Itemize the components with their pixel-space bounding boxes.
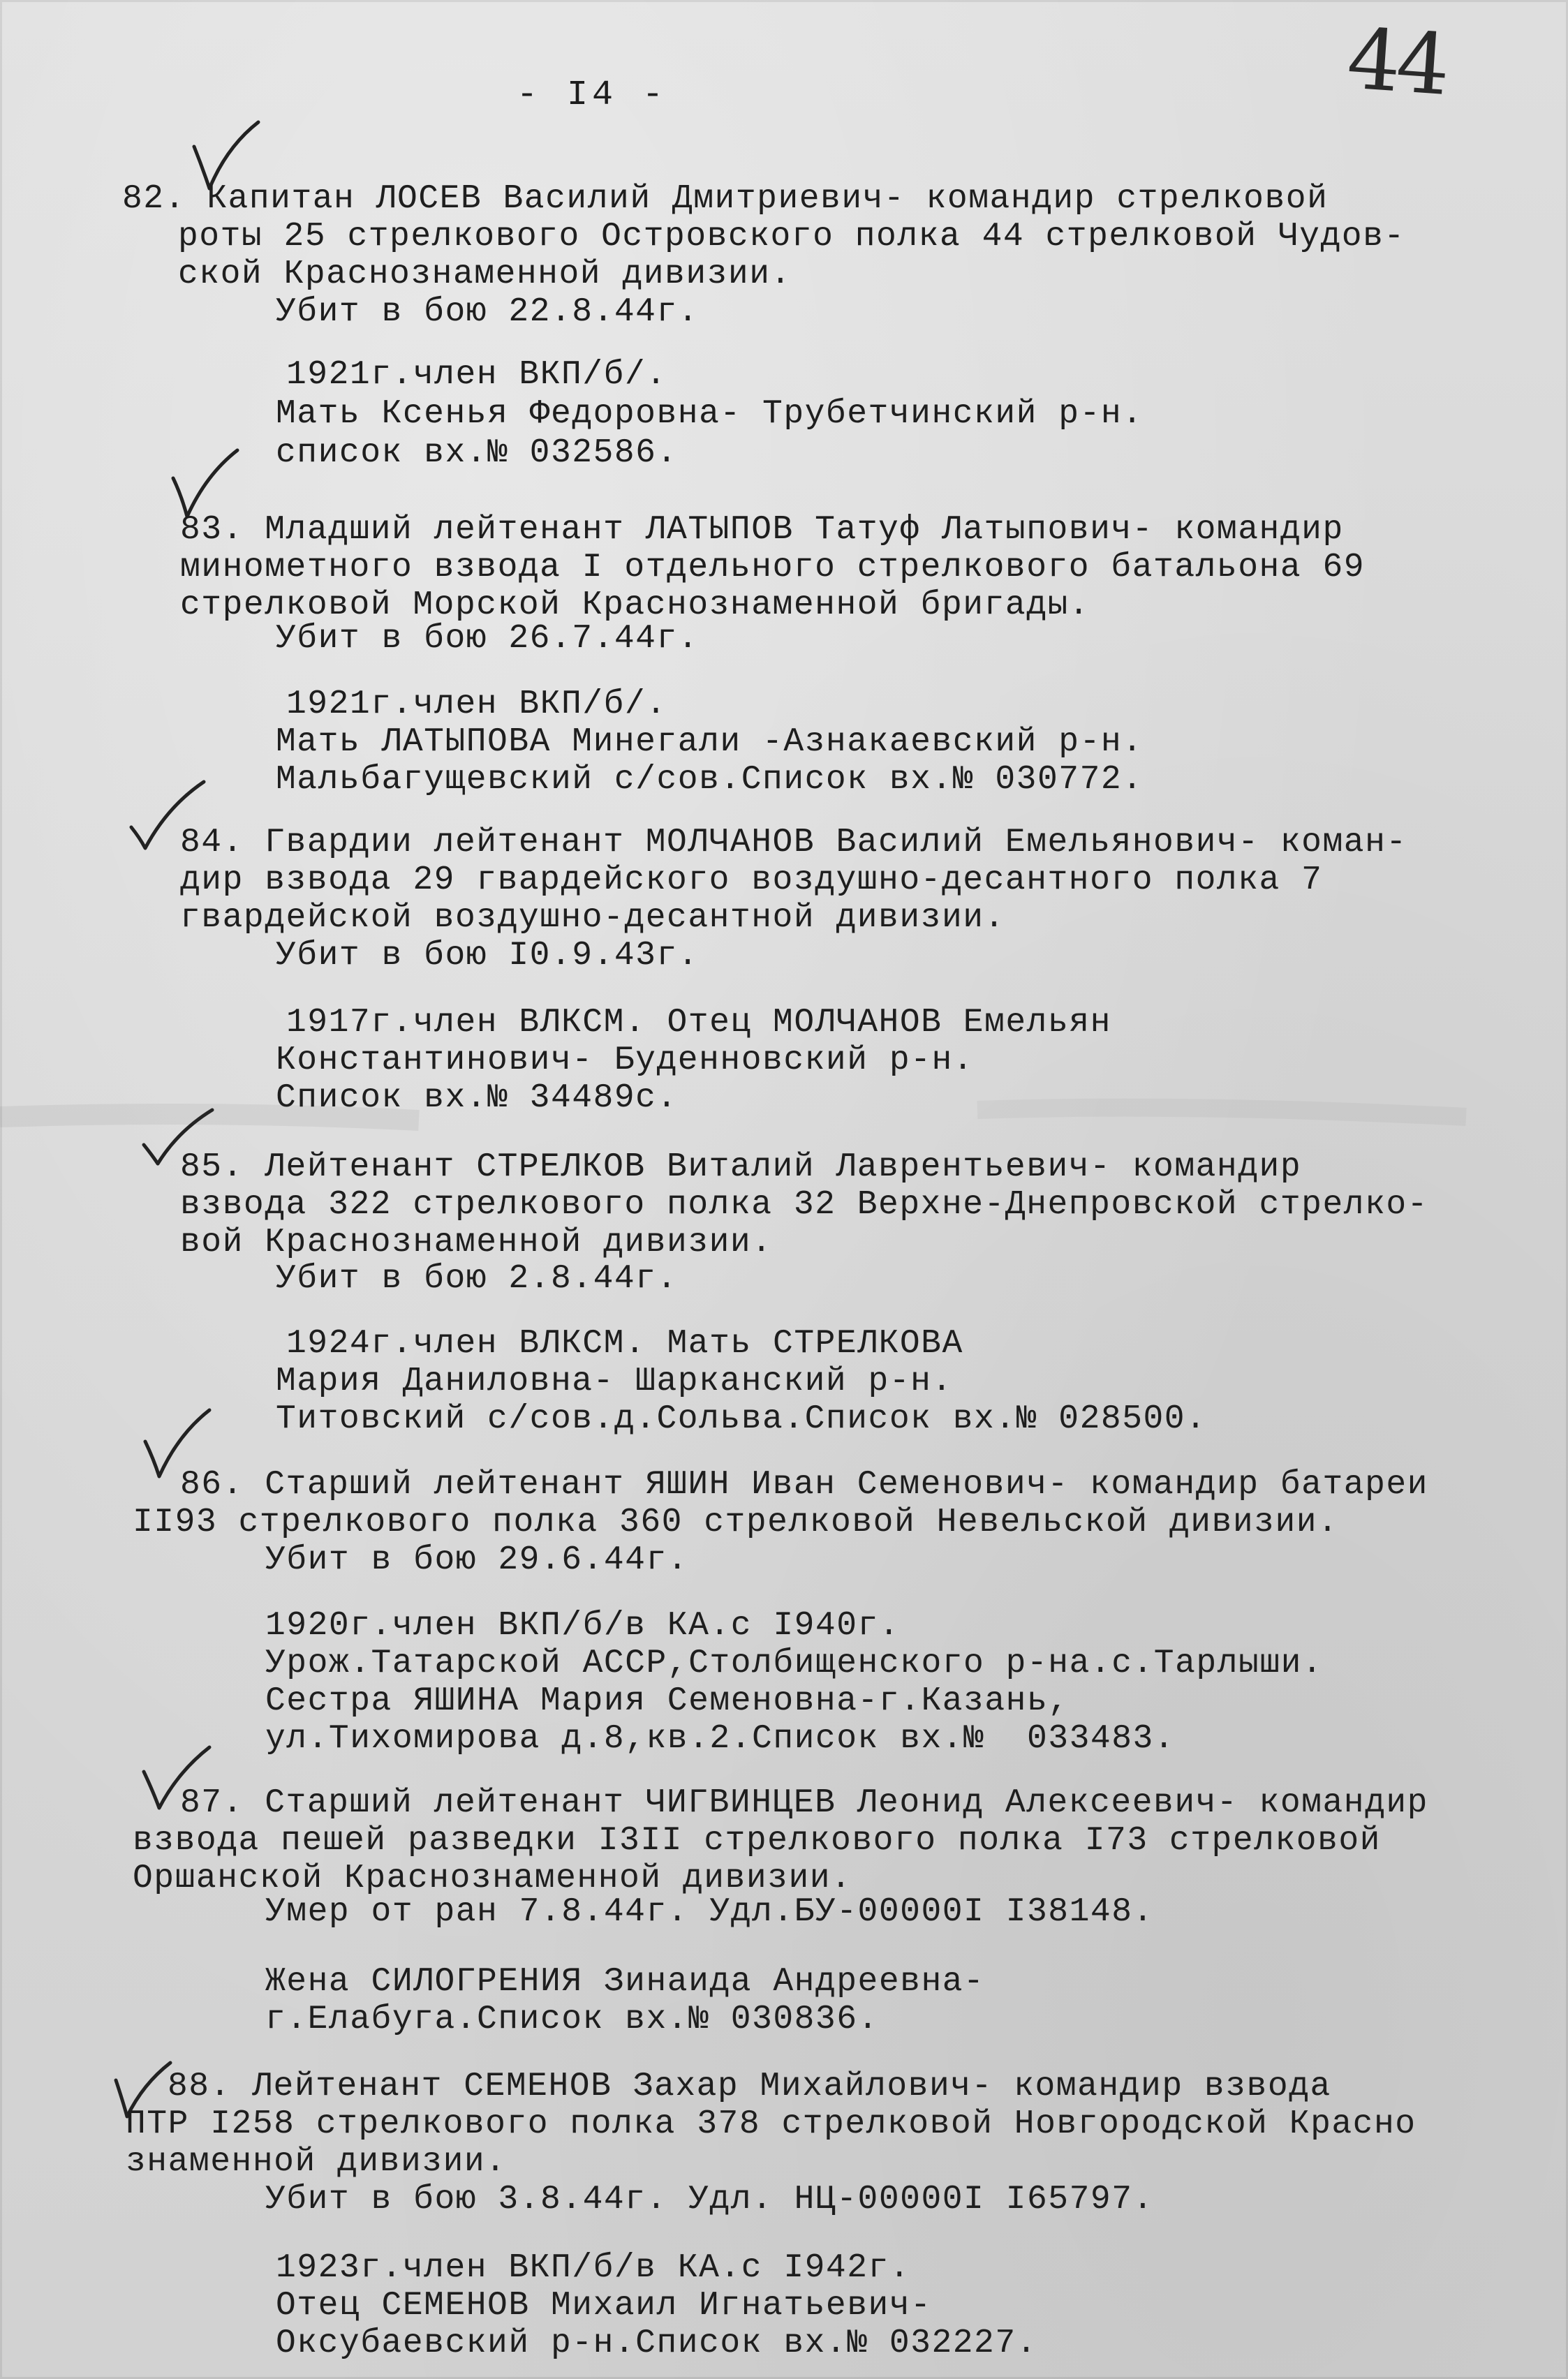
entry-line: Убит в бою 22.8.44г. bbox=[276, 293, 700, 331]
entry-line: Мать ЛАТЫПОВА Минегали -Азнакаевский р-н. bbox=[276, 723, 1144, 761]
entry-line: ул.Тихомирова д.8,кв.2.Список вх.№ 033483. bbox=[265, 1720, 1176, 1758]
entry-line: 83. Младший лейтенант ЛАТЫПОВ Татуф Латыпович- командир bbox=[180, 511, 1344, 549]
entry-line: Убит в бою I0.9.43г. bbox=[276, 937, 700, 974]
entry-line: Отец СЕМЕНОВ Михаил Игнатьевич- bbox=[276, 2287, 932, 2325]
entry-line: II93 стрелкового полка 360 стрелковой Невельской дивизии. bbox=[133, 1504, 1339, 1541]
entry-line: 87. Старший лейтенант ЧИГВИНЦЕВ Леонид Алексеевич- командир bbox=[180, 1784, 1428, 1822]
archive-page-number: 44 bbox=[1344, 10, 1449, 114]
entry-line: Убит в бою 29.6.44г. bbox=[265, 1541, 689, 1579]
entry-line: Умер от ран 7.8.44г. Удл.БУ-00000I I38148. bbox=[265, 1893, 1154, 1931]
entry-line: 84. Гвардии лейтенант МОЛЧАНОВ Василий Емельянович- коман- bbox=[180, 824, 1407, 861]
entry-line: Мать Ксенья Федоровна- Трубетчинский р-н. bbox=[276, 395, 1144, 433]
entry-line: 1917г.член ВЛКСМ. Отец МОЛЧАНОВ Емельян bbox=[286, 1004, 1111, 1042]
entry-line: гвардейской воздушно-десантной дивизии. bbox=[180, 899, 1005, 937]
entry-line: Сестра ЯШИНА Мария Семеновна-г.Казань, bbox=[265, 1682, 1070, 1720]
entry-line: 86. Старший лейтенант ЯШИН Иван Семенович- командир батареи bbox=[180, 1466, 1428, 1504]
entry-line: 88. Лейтенант СЕМЕНОВ Захар Михайлович- командир взвода bbox=[168, 2068, 1331, 2105]
entry-line: взвода 322 стрелкового полка 32 Верхне-Днепровской стрелко- bbox=[180, 1186, 1428, 1224]
entry-line: 85. Лейтенант СТРЕЛКОВ Виталий Лаврентьевич- командир bbox=[180, 1148, 1302, 1186]
entry-line: стрелковой Морской Краснознаменной бригады. bbox=[180, 586, 1090, 624]
entry-line: Оршанской Краснознаменной дивизии. bbox=[133, 1860, 852, 1897]
entry-line: вой Краснознаменной дивизии. bbox=[180, 1224, 773, 1261]
entry-line: ПТР I258 стрелкового полка 378 стрелковой Новгородской Красно bbox=[126, 2105, 1417, 2143]
entry-line: 1921г.член ВКП/б/. bbox=[286, 356, 667, 394]
entry-line: дир взвода 29 гвардейского воздушно-десантного полка 7 bbox=[180, 861, 1323, 899]
entry-line: г.Елабуга.Список вх.№ 030836. bbox=[265, 2001, 879, 2038]
entry-line: Убит в бою 26.7.44г. bbox=[276, 620, 700, 658]
entry-line: Оксубаевский р-н.Список вх.№ 032227. bbox=[276, 2325, 1037, 2362]
entry-line: Мальбагущевский с/сов.Список вх.№ 030772. bbox=[276, 761, 1144, 799]
entry-line: Список вх.№ 34489с. bbox=[276, 1079, 678, 1117]
entry-line: список вх.№ 032586. bbox=[276, 434, 678, 472]
entry-line: 82. Капитан ЛОСЕВ Василий Дмитриевич- командир стрелковой bbox=[122, 180, 1329, 218]
entry-line: 1920г.член ВКП/б/в КА.с I940г. bbox=[265, 1607, 901, 1645]
entry-line: роты 25 стрелкового Островского полка 44 стрелковой Чудов- bbox=[178, 218, 1405, 255]
entry-line: взвода пешей разведки I3II стрелкового полка I73 стрелковой bbox=[133, 1822, 1381, 1860]
entry-line: Константинович- Буденновский р-н. bbox=[276, 1042, 975, 1079]
entry-line: 1921г.член ВКП/б/. bbox=[286, 685, 667, 723]
entry-line: Урож.Татарской АССР,Столбищенского р-на.с.Тарлыши. bbox=[265, 1645, 1324, 1682]
entry-line: 1924г.член ВЛКСМ. Мать СТРЕЛКОВА bbox=[286, 1325, 963, 1363]
entry-line: Жена СИЛОГРЕНИЯ Зинаида Андреевна- bbox=[265, 1963, 985, 2001]
entry-line: Убит в бою 2.8.44г. bbox=[276, 1260, 678, 1298]
page-number: - I4 - bbox=[517, 75, 668, 115]
entry-line: ской Краснознаменной дивизии. bbox=[178, 255, 792, 293]
entry-line: знаменной дивизии. bbox=[126, 2143, 507, 2181]
entry-line: Титовский с/сов.д.Сольва.Список вх.№ 028500. bbox=[276, 1400, 1207, 1438]
entry-line: 1923г.член ВКП/б/в КА.с I942г. bbox=[276, 2249, 911, 2287]
entry-line: Мария Даниловна- Шарканский р-н. bbox=[276, 1363, 953, 1400]
entry-line: минометного взвода I отдельного стрелкового батальона 69 bbox=[180, 549, 1366, 586]
entry-line: Убит в бою 3.8.44г. Удл. НЦ-00000I I65797. bbox=[265, 2181, 1154, 2218]
